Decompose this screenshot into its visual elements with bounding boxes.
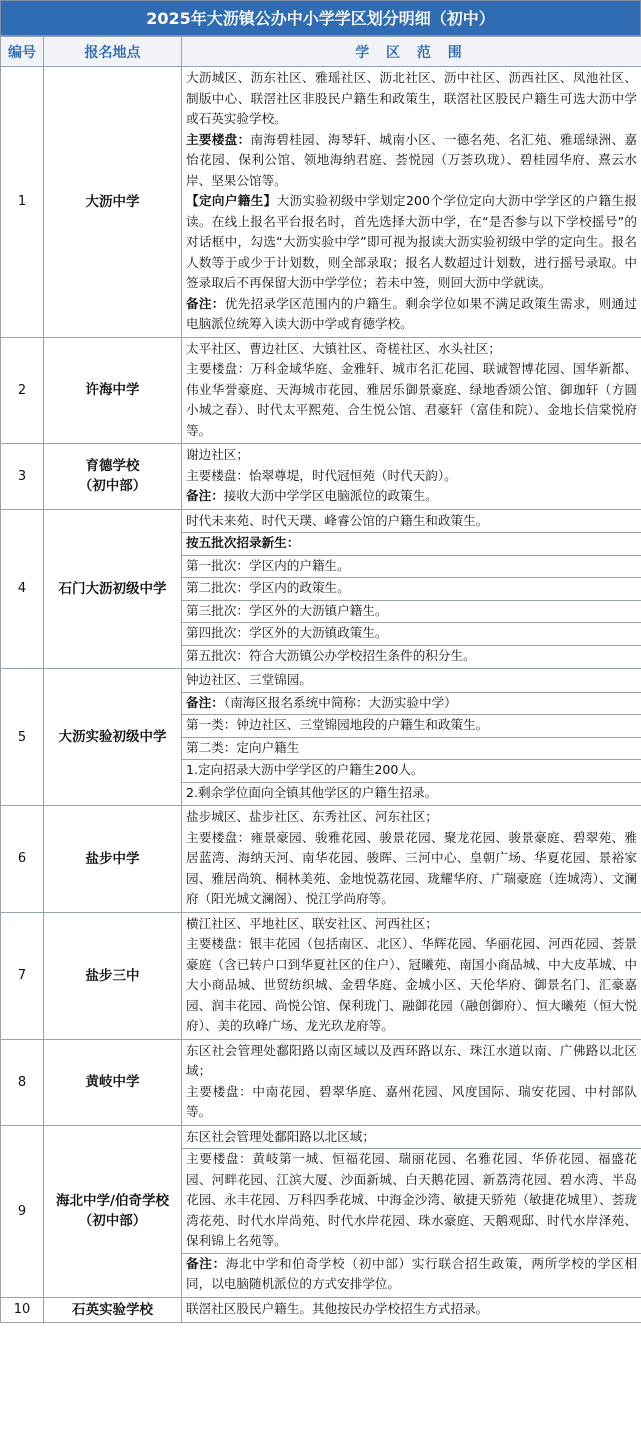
label: 备注： bbox=[186, 694, 224, 710]
school-name-line1: 育德学校 bbox=[85, 458, 140, 475]
scope-note bbox=[186, 1254, 637, 1295]
table-row bbox=[1, 1297, 641, 1322]
batch-item: 第四批次：学区外的大沥镇政策生。 bbox=[186, 625, 388, 640]
header-place: 报名地点 bbox=[44, 37, 182, 67]
scope-detail: 南海碧桂园、海琴轩、城南小区、一德名苑、名汇苑、雅瑶绿洲、嘉怡花园、保利公馆、领地海纳君庭、荟悦园（万荟玖珑）、碧桂园华府、熹云水岸、坚果公馆等。 bbox=[186, 131, 638, 188]
scope-text: 东区社会管理处鄱阳路以北区域； bbox=[186, 1128, 375, 1144]
row-number: 10 bbox=[1, 1297, 44, 1322]
district-scope bbox=[182, 337, 641, 444]
school-name-line2: （初中部） bbox=[78, 1213, 147, 1229]
row-number: 4 bbox=[1, 509, 44, 669]
label: 主要楼盘： bbox=[186, 131, 251, 147]
scope-text bbox=[186, 130, 637, 192]
batch-item: 第三批次：学区外的大沥镇户籍生。 bbox=[186, 602, 388, 618]
district-scope bbox=[182, 1125, 641, 1297]
row-number: 2 bbox=[1, 337, 44, 444]
table-row bbox=[1, 669, 641, 806]
row-number: 3 bbox=[1, 444, 44, 510]
school-name-line1: 海北中学/伯奇学校 bbox=[56, 1193, 169, 1209]
scope-note bbox=[186, 486, 637, 507]
scope-text: 1.定向招录大沥中学学区的户籍生200人。 bbox=[186, 762, 424, 777]
scope-text: 联滘社区股民户籍生。其他按民办学校招生方式招录。 bbox=[186, 1300, 489, 1316]
scope-text: 大沥城区、沥东社区、雅瑶社区、沥北社区、沥中社区、沥西社区、凤池社区、制版中心、联滘社区非股民户籍生和政策生，联滘社区股民户籍生可选大沥中学或石英实验学校。 bbox=[186, 70, 637, 126]
school-name: 石英实验学校 bbox=[44, 1297, 182, 1322]
table-row bbox=[1, 444, 641, 510]
scope-text: 主要楼盘：雍景豪园、骏雅花园、骏景花园、聚龙花园、骏景豪庭、碧翠苑、雅居蓝湾、海纳天河、南华花园、骏晖、三河中心、皇朝广场、华夏花园、景裕家园、雅居尚筑、桐林美苑、金地悦荔花园、珑耀华府、广瑞豪庭（连城湾）、文澜府（阳光城文澜阁）、悦江学尚府等。 bbox=[186, 829, 637, 906]
scope-text: 按五批次招录新生： bbox=[186, 535, 300, 550]
school-name: 盐步中学 bbox=[44, 806, 182, 913]
scope-text: 主要楼盘：怡翠尊堤，时代冠恒苑（时代天韵）。 bbox=[186, 467, 457, 483]
label: 【定向户籍生】 bbox=[186, 193, 277, 208]
school-name bbox=[44, 444, 182, 510]
scope-text: 主要楼盘：银丰花园（包括南区、北区）、华辉花园、华丽花园、河西花园、荟景豪庭（含已转户口到华夏社区的住户）、冠曦苑、南国小商品城、中大皮革城、中大小商品城、世贸纺织城、金碧华庭、金城小区、天伦华府、御景名门、汇豪嘉园、润丰花园、尚悦公馆、保利珑门、融御花园（融创御府）、恒大曦苑（恒大悦府）、美的玖峰广场、龙光玖龙府等。 bbox=[186, 936, 637, 1033]
table-header-row bbox=[1, 37, 641, 67]
table-row bbox=[1, 337, 641, 444]
row-number: 5 bbox=[1, 669, 44, 806]
school-name: 石门大沥初级中学 bbox=[44, 509, 182, 669]
batch-item: 第二批次：学区内的政策生。 bbox=[186, 580, 350, 595]
school-name-line2: （初中部） bbox=[78, 478, 147, 495]
district-scope bbox=[182, 912, 641, 1039]
header-num: 编号 bbox=[1, 37, 44, 67]
school-name: 大沥中学 bbox=[44, 67, 182, 338]
table-row bbox=[1, 1125, 641, 1297]
batch-item: 第五批次：符合大沥镇公办学校招生条件的积分生。 bbox=[186, 647, 476, 663]
scope-text: 太平社区、曹边社区、大镇社区、奇槎社区、水头社区； bbox=[186, 340, 501, 356]
label: 备注： bbox=[186, 295, 225, 311]
header-scope: 学 区 范 围 bbox=[182, 37, 641, 67]
scope-text: 时代未来苑、时代天璞、峰睿公馆的户籍生和政策生。 bbox=[186, 512, 489, 528]
district-scope bbox=[182, 669, 641, 806]
district-scope bbox=[182, 509, 641, 669]
label: 备注： bbox=[186, 1255, 226, 1271]
table-row bbox=[1, 509, 641, 669]
scope-text: 东区社会管理处鄱阳路以南区域以及西环路以东、珠江水道以南、广佛路以北区域； bbox=[186, 1042, 637, 1078]
scope-detail: （南海区报名系统中简称：大沥实验中学） bbox=[223, 694, 457, 710]
scope-text: 主要楼盘：中南花园、碧翠华庭、嘉州花园、风度国际、瑞安花园、中村部队等。 bbox=[186, 1083, 637, 1119]
scope-detail: 大沥实验初级中学划定200个学位定向大沥中学学区的户籍生报读。在线上报名平台报名时，首先选择大沥中学，在“是否参与以下学校摇号”的对话框中，勾选“大沥实验中学”即可视为报读大沥实验初级中学的定向生。报名人数等于或少于计划数，则全部录取；报名人数超过计划数，进行摇号录取。中签录取后不再保留大沥中学学位；若未中签，则回大沥中学就读。 bbox=[186, 193, 638, 290]
school-name bbox=[44, 1125, 182, 1297]
label: 备注： bbox=[186, 488, 224, 503]
district-scope bbox=[182, 1039, 641, 1125]
row-number: 1 bbox=[1, 67, 44, 338]
scope-detail: 优先招录学区范围内的户籍生。剩余学位如果不满足政策生需求，则通过电脑派位统筹入读大沥中学或育德学校。 bbox=[186, 295, 638, 331]
school-name: 盐步三中 bbox=[44, 912, 182, 1039]
district-scope bbox=[182, 444, 641, 510]
scope-note bbox=[186, 693, 637, 714]
table-row bbox=[1, 67, 641, 338]
table-row bbox=[1, 1039, 641, 1125]
school-name: 黄岐中学 bbox=[44, 1039, 182, 1125]
row-number: 6 bbox=[1, 806, 44, 913]
scope-text: 第一类：钟边社区、三堂锦园地段的户籍生和政策生。 bbox=[186, 717, 489, 732]
scope-text bbox=[186, 191, 637, 294]
district-scope bbox=[182, 67, 641, 338]
school-name: 许海中学 bbox=[44, 337, 182, 444]
scope-text: 横江社区、平地社区、联安社区、河西社区； bbox=[186, 915, 438, 931]
scope-note bbox=[186, 294, 637, 335]
batch-item: 第一批次：学区内的户籍生。 bbox=[186, 557, 350, 573]
row-number: 7 bbox=[1, 912, 44, 1039]
table-row bbox=[1, 806, 641, 913]
district-table bbox=[0, 36, 641, 1323]
scope-text: 盐步城区、盐步社区、东秀社区、河东社区； bbox=[186, 809, 438, 824]
scope-text: 谢边社区； bbox=[186, 447, 249, 462]
scope-detail: 海北中学和伯奇学校（初中部）实行联合招生政策，两所学校的学区相同，以电脑随机派位的方式安排学位。 bbox=[186, 1255, 638, 1291]
scope-text: 2.剩余学位面向全镇其他学区的户籍生招录。 bbox=[186, 784, 438, 800]
table-row bbox=[1, 912, 641, 1039]
row-number: 8 bbox=[1, 1039, 44, 1125]
district-scope bbox=[182, 806, 641, 913]
school-name: 大沥实验初级中学 bbox=[44, 669, 182, 806]
table-title: 2025年大沥镇公办中小学学区划分明细（初中） bbox=[0, 0, 641, 36]
district-scope bbox=[182, 1297, 641, 1322]
scope-text: 主要楼盘：万科金域华庭、金雅轩、城市名汇花园、联诚智博花园、国华新都、伟业华誉豪庭、天海城市花园、雅居乐御景豪庭、绿地香颂公馆、御珈轩（方圆小城之春）、时代太平熙苑、合生悦公馆、君豪轩（富佳和院）、金地长信棠悦府等。 bbox=[186, 361, 637, 438]
scope-detail: 接收大沥中学学区电脑派位的政策生。 bbox=[223, 488, 438, 503]
scope-text: 主要楼盘：黄岐第一城、恒福花园、瑞丽花园、名雅花园、华侨花园、福盛花园、河畔花园、江滨大厦、沙面新城、白天鹅花园、新荔湾花园、碧水湾、半岛花园、永丰花园、万科四季花城、中海金沙湾、敏捷天骄苑（敏捷花城里）、荟珑湾花苑、时代水岸尚苑、时代水岸花园、珠水豪庭、天鹅观邸、时代水岸泽苑、保利锦上名苑等。 bbox=[186, 1151, 637, 1248]
scope-text: 第二类：定向户籍生 bbox=[186, 739, 300, 755]
row-number: 9 bbox=[1, 1125, 44, 1297]
scope-text: 钟边社区、三堂锦园。 bbox=[186, 672, 312, 687]
